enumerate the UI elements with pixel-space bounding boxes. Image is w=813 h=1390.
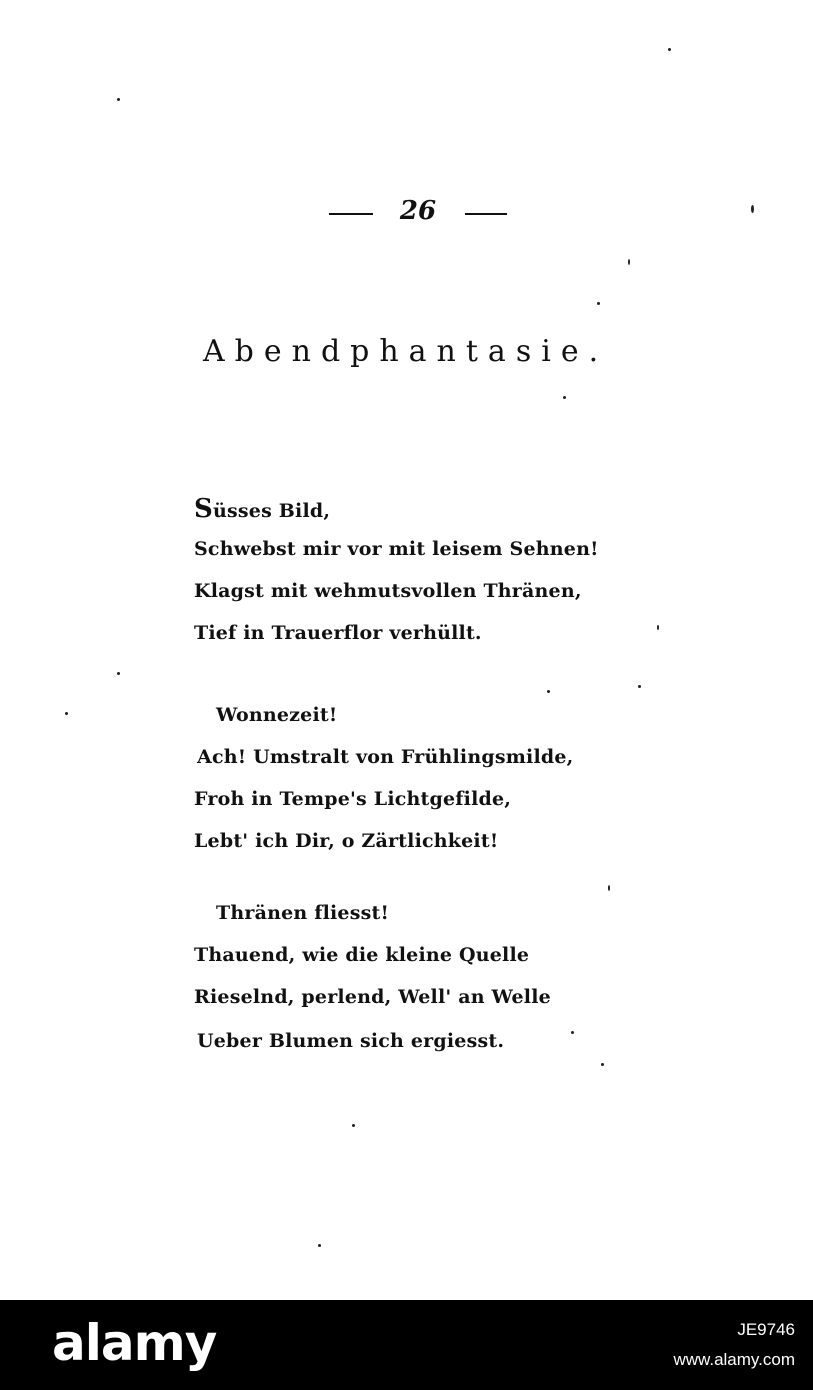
poem-line: Wonnezeit! xyxy=(216,704,338,726)
alamy-logo: alamy xyxy=(52,1314,217,1372)
scan-speck xyxy=(597,302,600,305)
header-rule-left xyxy=(329,213,373,215)
watermark-footer xyxy=(0,1300,813,1390)
scan-speck xyxy=(657,625,659,630)
scan-speck xyxy=(65,712,68,715)
scan-speck xyxy=(628,259,630,265)
poem-line: Ueber Blumen sich ergiesst. xyxy=(197,1030,505,1052)
page-header xyxy=(0,196,813,232)
poem-line: Ach! Umstralt von Frühlingsmilde, xyxy=(197,746,574,768)
scan-speck xyxy=(117,672,120,675)
scan-speck xyxy=(117,98,120,101)
scan-speck xyxy=(751,205,754,213)
scan-speck xyxy=(563,396,566,399)
poem-line: Süsses Bild, xyxy=(194,494,331,524)
header-rule-right xyxy=(465,213,507,215)
poem-title: Abendphantasie. xyxy=(203,334,609,369)
poem-line: Lebt' ich Dir, o Zärtlichkeit! xyxy=(194,830,499,852)
scan-speck xyxy=(601,1063,604,1066)
page-number: 26 xyxy=(399,196,437,226)
scan-speck xyxy=(547,690,550,693)
site-url: www.alamy.com xyxy=(673,1350,795,1369)
poem-line: Thauend, wie die kleine Quelle xyxy=(194,944,530,966)
image-id: JE9746 xyxy=(737,1320,795,1339)
scan-speck xyxy=(352,1124,355,1127)
poem-line: Froh in Tempe's Lichtgefilde, xyxy=(194,788,512,810)
poem-line: Klagst mit wehmutsvollen Thränen, xyxy=(194,580,582,602)
poem-line: Thränen fliesst! xyxy=(216,902,390,924)
poem-line: Rieselnd, perlend, Well' an Welle xyxy=(194,986,551,1008)
scan-speck xyxy=(318,1244,321,1247)
scan-speck xyxy=(638,685,641,688)
poem-line: Tief in Trauerflor verhüllt. xyxy=(194,622,482,644)
poem-line: Schwebst mir vor mit leisem Sehnen! xyxy=(194,538,599,560)
scan-speck xyxy=(571,1031,574,1034)
scan-speck xyxy=(608,885,610,891)
scan-speck xyxy=(668,48,671,51)
